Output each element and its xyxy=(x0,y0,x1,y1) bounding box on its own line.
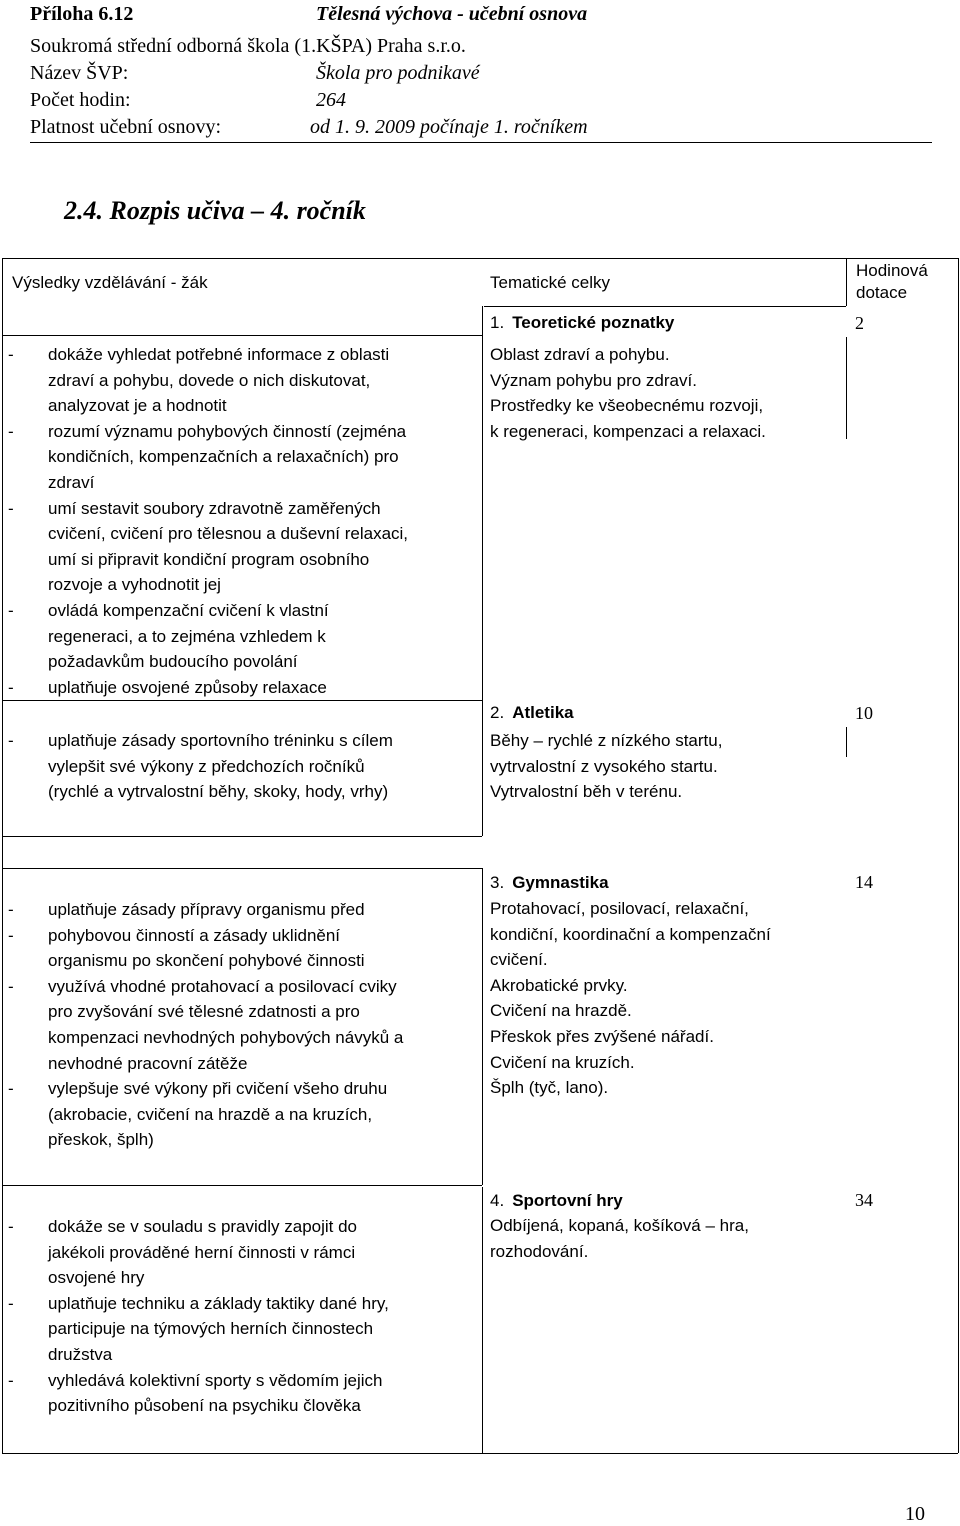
table-header-divider xyxy=(484,306,846,307)
table-top-border xyxy=(2,258,958,259)
outcome-item: - dokáže vyhledat potřebné informace z oblasti zdraví a pohybu, dovede o nich diskutovat, analyzovat je a hodnotit xyxy=(8,342,478,419)
topic-line: kondiční, koordinační a kompenzační xyxy=(490,924,771,944)
topic-line: Akrobatické prvky. xyxy=(490,975,628,995)
section-heading-1 xyxy=(490,310,830,336)
bullet-dash: - xyxy=(8,1217,14,1236)
outcome-item: - pohybovou činností a zásady uklidnění organismu po skončení pohybové činnosti xyxy=(8,923,478,974)
outcome-item: - rozumí významu pohybových činností (zejména kondičních, kompenzačních a relaxačních) pro zdraví xyxy=(8,419,478,496)
bullet-dash: - xyxy=(8,1079,14,1099)
column-header-hours-line2: dotace xyxy=(856,283,908,302)
appendix-label: Příloha 6.12 xyxy=(30,3,134,25)
topic-line: Protahovací, posilovací, relaxační, xyxy=(490,899,749,918)
topic-line: Vytrvalostní běh v terénu. xyxy=(490,782,683,802)
column-header-hours-line1: Hodinová xyxy=(856,261,928,280)
topic-line: Cvičení na hrazdě. xyxy=(490,1001,632,1021)
section-title-text: Sportovní hry xyxy=(512,1191,623,1210)
hours-column-border xyxy=(846,258,847,306)
row-border-s1 xyxy=(2,335,482,336)
topic-line: vytrvalostní z vysokého startu. xyxy=(490,756,718,776)
table-left-border xyxy=(2,258,3,1453)
row-border-s4 xyxy=(2,1185,482,1186)
outcome-item: - umí sestavit soubory zdravotně zaměřených cvičení, cvičení pro tělesnou a duševní relaxaci, umí si připravit kondiční program osobního rozvoje a vyhodnotit jej xyxy=(8,496,478,598)
topic-line: Šplh (tyč, lano). xyxy=(490,1078,609,1098)
outcome-item: - uplatňuje zásady přípravy organismu před xyxy=(8,897,478,923)
topic-line: rozhodování. xyxy=(490,1241,589,1261)
outcome-item: - uplatňuje zásady sportovního tréninku s cílem vylepšit své výkony z předchozích ročníků (rychlé a vytrvalostní běhy, skoky, hody, vrhy) xyxy=(8,728,478,805)
column-header-topics: Tematické celky xyxy=(490,273,610,292)
topics-2 xyxy=(490,728,840,805)
bullet-dash: - xyxy=(8,345,14,364)
section-number: 4. xyxy=(490,1191,505,1210)
bullet-dash: - xyxy=(8,976,14,996)
column-header-hours xyxy=(856,260,946,304)
bullet-dash: - xyxy=(8,900,14,919)
topic-line: Přeskok přes zvýšené nářadí. xyxy=(490,1026,714,1046)
topic-line: Prostředky ke všeobecnému rozvoji, xyxy=(490,396,764,416)
hours-label: Počet hodin: xyxy=(30,89,131,111)
topic-line: Význam pohybu pro zdraví. xyxy=(490,370,697,390)
topic-line: Oblast zdraví a pohybu. xyxy=(490,345,670,364)
outcome-item: - vyhledává kolektivní sporty s vědomím jejich pozitivního působení na psychiku člověka xyxy=(8,1368,478,1419)
school-name: Soukromá střední odborná škola (1.KŠPA) Praha s.r.o. xyxy=(30,35,466,57)
topic-line: Cvičení na kruzích. xyxy=(490,1052,635,1072)
section-heading-2 xyxy=(490,700,830,726)
row-end-s2 xyxy=(2,836,482,837)
bullet-dash: - xyxy=(8,731,14,750)
section-number: 3. xyxy=(490,873,505,892)
section-heading-3 xyxy=(490,870,830,896)
column-divider-3 xyxy=(482,1187,483,1453)
section-heading-4 xyxy=(490,1188,830,1214)
outcomes-1 xyxy=(8,342,478,700)
outcome-item: - dokáže se v souladu s pravidly zapojit do jakékoli prováděné herní činnosti v rámci osvojené hry xyxy=(8,1214,478,1291)
topics-3 xyxy=(490,896,840,1101)
topics-1 xyxy=(490,342,840,444)
section-title-text: Atletika xyxy=(512,703,574,722)
subject-title: Tělesná výchova - učební osnova xyxy=(316,3,588,25)
bullet-dash: - xyxy=(8,925,14,945)
validity-label: Platnost učební osnovy: xyxy=(30,116,222,138)
hours-border-s1 xyxy=(846,337,847,439)
column-divider-1 xyxy=(482,306,483,836)
section-title: 2.4. Rozpis učiva – 4. ročník xyxy=(64,196,366,225)
svp-label: Název ŠVP: xyxy=(30,62,129,84)
hours-value: 264 xyxy=(316,89,346,111)
outcomes-2 xyxy=(8,728,478,805)
section-hours-1: 2 xyxy=(855,313,864,333)
section-hours-4: 34 xyxy=(855,1190,873,1210)
bullet-dash: - xyxy=(8,421,14,441)
topics-4 xyxy=(490,1213,840,1264)
column-divider-2 xyxy=(482,868,483,1185)
header-divider xyxy=(30,142,932,143)
outcomes-4 xyxy=(8,1214,478,1419)
svp-value: Škola pro podnikavé xyxy=(316,62,480,84)
topic-line: Odbíjená, kopaná, košíková – hra, xyxy=(490,1216,749,1235)
bullet-dash: - xyxy=(8,677,14,697)
outcomes-3 xyxy=(8,897,478,1153)
outcome-item: - vylepšuje své výkony při cvičení všeho druhu (akrobacie, cvičení na hrazdě a na kruzích, přeskok, šplh) xyxy=(8,1076,478,1153)
outcome-item: - uplatňuje osvojené způsoby relaxace xyxy=(8,675,478,701)
section-number: 1. xyxy=(490,313,505,332)
page-number: 10 xyxy=(905,1503,925,1525)
section-hours-3: 14 xyxy=(855,872,873,892)
bullet-dash: - xyxy=(8,498,14,518)
validity-value: od 1. 9. 2009 počínaje 1. ročníkem xyxy=(310,116,588,138)
bullet-dash: - xyxy=(8,1293,14,1313)
section-hours-2: 10 xyxy=(855,703,873,723)
section-title-text: Gymnastika xyxy=(512,873,609,892)
bullet-dash: - xyxy=(8,600,14,620)
table-bottom-border xyxy=(2,1453,958,1454)
outcome-item: - využívá vhodné protahovací a posilovací cviky pro zvyšování své tělesné zdatnosti a pro kompenzaci nevhodných pohybových návyků a nevhodné pracovní zátěže xyxy=(8,974,478,1076)
column-header-outcomes: Výsledky vzdělávání - žák xyxy=(12,273,208,292)
hours-border-s2 xyxy=(846,727,847,757)
bullet-dash: - xyxy=(8,1370,14,1390)
section-title-text: Teoretické poznatky xyxy=(512,313,675,332)
topic-line: Běhy – rychlé z nízkého startu, xyxy=(490,731,723,750)
section-number: 2. xyxy=(490,703,505,722)
topic-line: k regeneraci, kompenzaci a relaxaci. xyxy=(490,421,766,441)
outcome-item: - uplatňuje techniku a základy taktiky dané hry, participuje na týmových herních činnostech družstva xyxy=(8,1291,478,1368)
table-right-border xyxy=(958,258,959,1453)
outcome-item: - ovládá kompenzační cvičení k vlastní regeneraci, a to zejména vzhledem k požadavkům budoucího povolání xyxy=(8,598,478,675)
topic-line: cvičení. xyxy=(490,950,548,970)
row-border-s3 xyxy=(2,868,482,869)
